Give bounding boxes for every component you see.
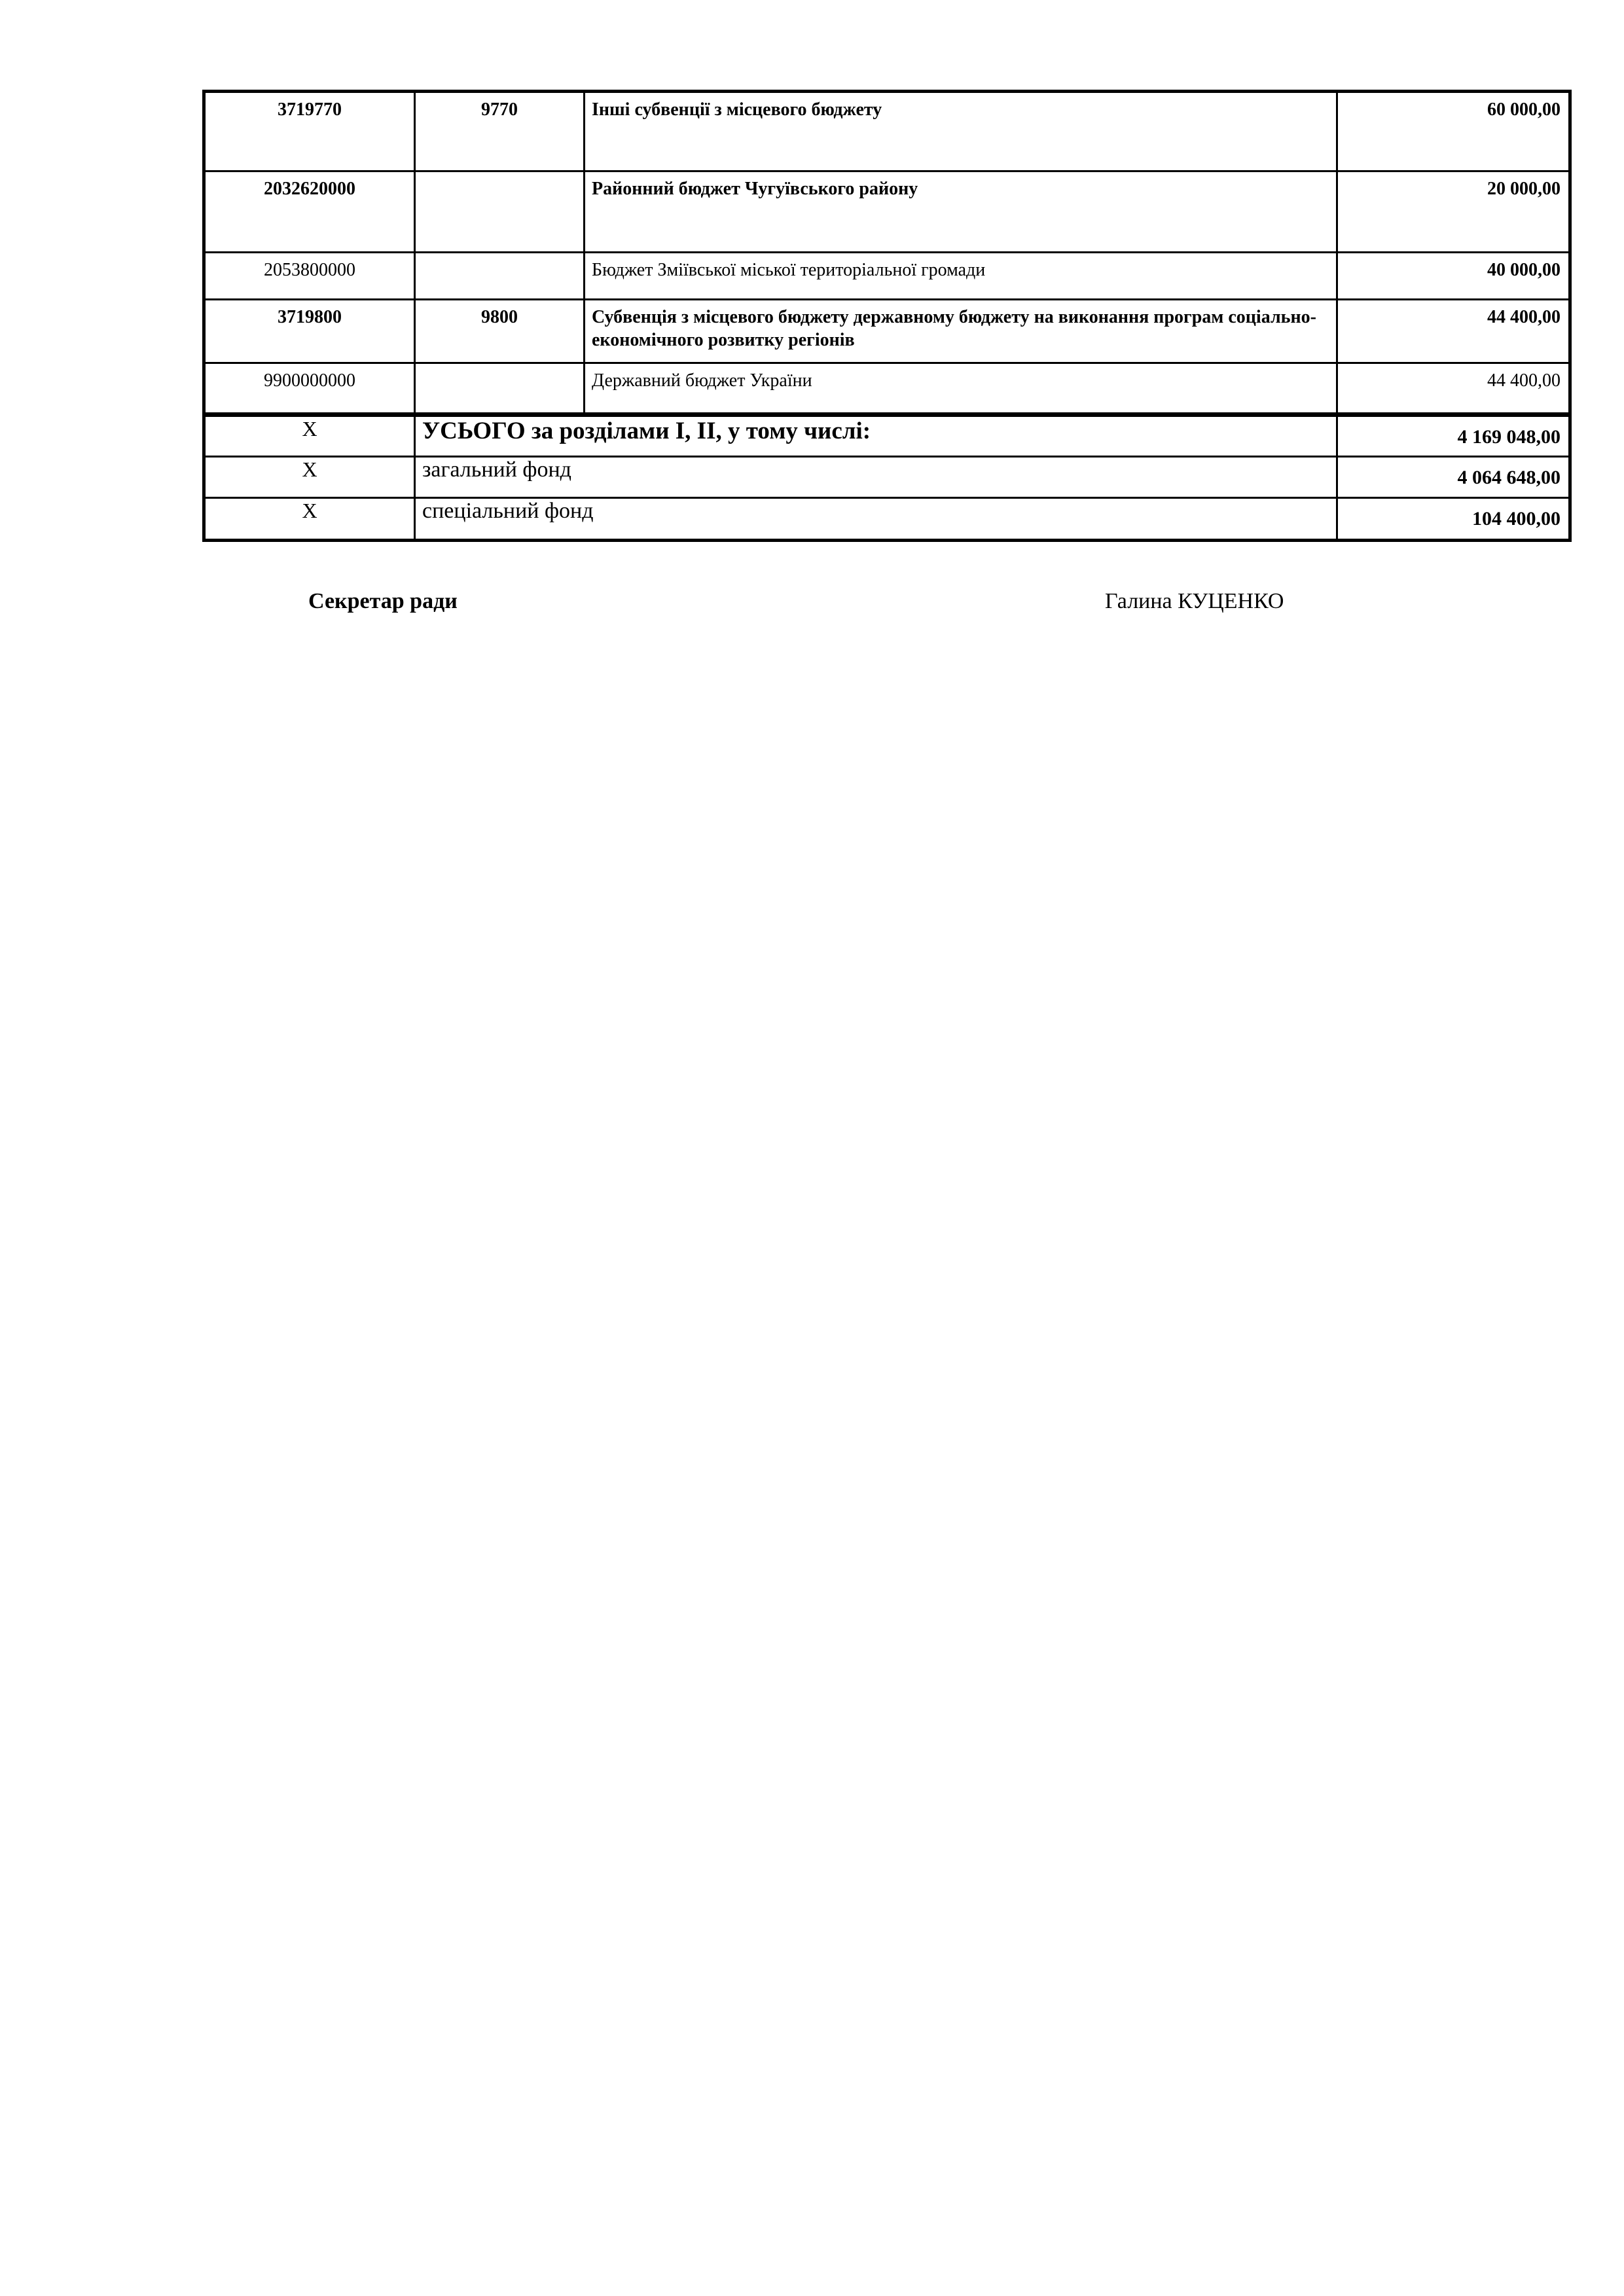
summary-label: УСЬОГО за розділами I, II, у тому числі: bbox=[415, 415, 1337, 457]
marker-cell: X bbox=[204, 415, 415, 457]
table-row bbox=[204, 171, 1570, 253]
code-ptb-cell: 9900000000 bbox=[204, 363, 415, 415]
summary-amount: 4 169 048,00 bbox=[1337, 415, 1570, 457]
table-row bbox=[204, 363, 1570, 415]
code-ktd-cell bbox=[415, 253, 585, 300]
summary-row-general-fund bbox=[204, 457, 1570, 498]
summary-label: спеціальний фонд bbox=[415, 498, 1337, 541]
amount-cell: 44 400,00 bbox=[1337, 363, 1570, 415]
name-cell: Бюджет Зміївської міської територіальної громади bbox=[585, 253, 1337, 300]
code-ptb-cell: 3719800 bbox=[204, 300, 415, 363]
amount-cell: 40 000,00 bbox=[1337, 253, 1570, 300]
summary-amount: 104 400,00 bbox=[1337, 498, 1570, 541]
signature-row bbox=[0, 589, 1624, 622]
table-row bbox=[204, 253, 1570, 300]
code-ktd-cell bbox=[415, 171, 585, 253]
name-cell: Субвенція з місцевого бюджету державному бюджету на виконання програм соціально-економічного розвитку регіонів bbox=[585, 300, 1337, 363]
name-cell: Інші субвенції з місцевого бюджету bbox=[585, 92, 1337, 171]
table-row bbox=[204, 92, 1570, 171]
amount-cell: 20 000,00 bbox=[1337, 171, 1570, 253]
signature-name: Галина КУЦЕНКО bbox=[1105, 589, 1284, 613]
summary-label: загальний фонд bbox=[415, 457, 1337, 498]
marker-cell: X bbox=[204, 498, 415, 541]
summary-row-total bbox=[204, 415, 1570, 457]
code-ktd-cell bbox=[415, 363, 585, 415]
name-cell: Державний бюджет України bbox=[585, 363, 1337, 415]
amount-cell: 60 000,00 bbox=[1337, 92, 1570, 171]
code-ktd-cell: 9770 bbox=[415, 92, 585, 171]
budget-table bbox=[202, 90, 1572, 542]
name-cell: Районний бюджет Чугуївського району bbox=[585, 171, 1337, 253]
table-row bbox=[204, 300, 1570, 363]
summary-row-special-fund bbox=[204, 498, 1570, 541]
signature-title: Секретар ради bbox=[308, 589, 458, 613]
summary-amount: 4 064 648,00 bbox=[1337, 457, 1570, 498]
amount-cell: 44 400,00 bbox=[1337, 300, 1570, 363]
code-ptb-cell: 2053800000 bbox=[204, 253, 415, 300]
marker-cell: X bbox=[204, 457, 415, 498]
code-ptb-cell: 3719770 bbox=[204, 92, 415, 171]
code-ktd-cell: 9800 bbox=[415, 300, 585, 363]
code-ptb-cell: 2032620000 bbox=[204, 171, 415, 253]
